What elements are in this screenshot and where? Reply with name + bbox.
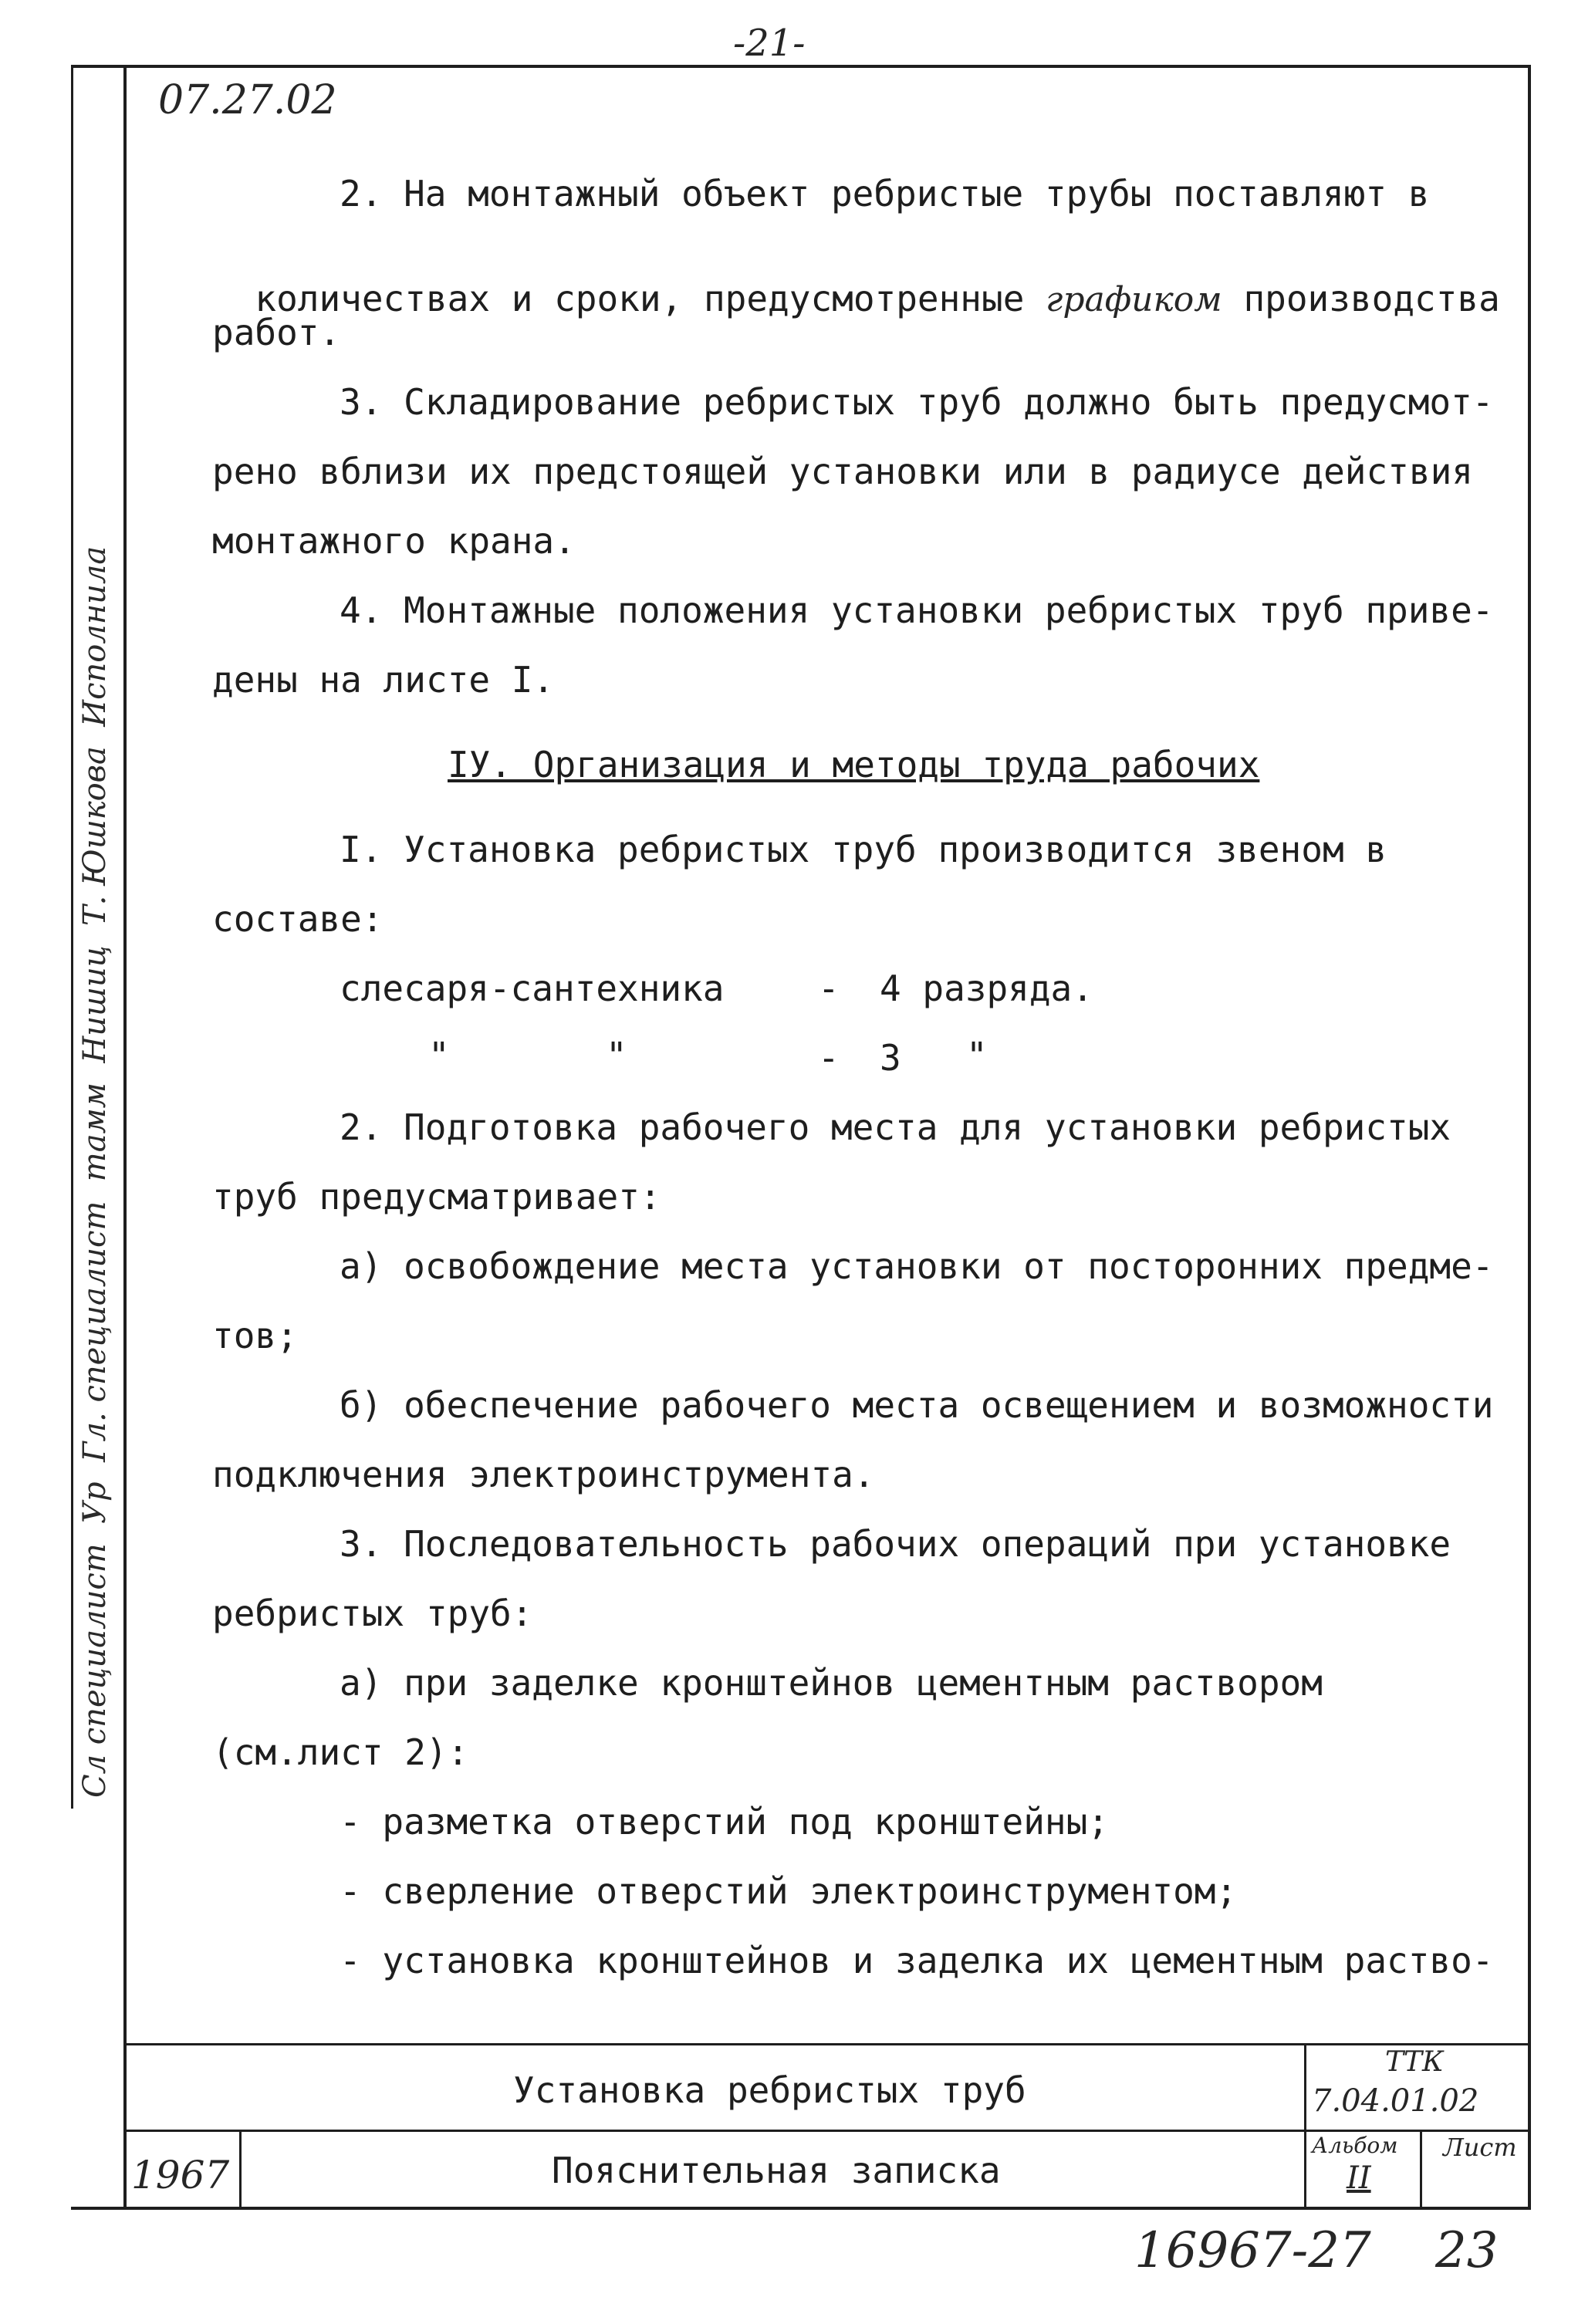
titleblock-top [123,2043,1529,2045]
titleblock-vsep2 [1420,2130,1422,2208]
paragraph-4-line-2: дены на листе I. [212,659,555,701]
doc-code: 07.27.02 [158,77,337,123]
paragraph-3-line-1: 3. Складирование ребристых труб должно быть предусмот- [340,381,1494,423]
margin-divider [71,65,73,1809]
paragraph-2-line-1: 2. На монтажный объект ребристые трубы поставляют в [340,173,1430,214]
footer-archive-number: 16967-27 [1134,2222,1371,2279]
section-3a-line-1: а) при заделке кронштейнов цементным раствором [340,1662,1323,1704]
section-2b-line-2: подключения электроинструмента. [212,1454,875,1495]
titleblock-title: Установка ребристых труб [513,2069,1026,2111]
bullet-2: - сверление отверстий электроинструментом; [340,1870,1238,1912]
titleblock-subtitle: Пояснительная записка [552,2150,1001,2191]
paragraph-2-line-2 [212,245,1500,317]
titleblock-mid [123,2130,1529,2132]
footer-page-number: 23 [1435,2222,1499,2279]
paragraph-3-line-2: рено вблизи их предстоящей установки или в радиусе действия [212,451,1473,492]
frame-bottom [71,2207,1531,2210]
section-3-line-1: 3. Последовательность рабочих операций при установке [340,1523,1451,1565]
section-2a-line-1: а) освобождение места установки от посторонних предме- [340,1245,1494,1287]
crew-row-2-ditto-2: " [606,1035,627,1076]
bullet-3: - установка кронштейнов и заделка их цементным раство- [340,1940,1494,1981]
titleblock-yearsep [239,2130,242,2208]
titleblock-vsep [1304,2043,1306,2208]
frame-top [71,65,1531,68]
crew-row-2-grade: 3 [880,1037,901,1079]
crew-row-2-ditto-1: " [428,1035,450,1076]
side-margin-signatures: Сл специалист Ур Гл. специалист тамм Нишиц Т. Юшкова Исполнила [77,546,113,1798]
paragraph-2-line-2-a: количествах и сроки, предусмотренные [255,278,1046,319]
crew-row-1-grade: 4 разряда. [880,968,1093,1009]
crew-row-2-ditto-3: " [966,1035,988,1076]
paragraph-2-line-2-b: производства [1222,278,1500,319]
section-2a-line-2: тов; [212,1315,298,1356]
section-heading: IУ. Организация и методы труда рабочих [448,744,1260,785]
crew-row-1-dash: - [818,968,840,1009]
crew-row-2-dash: - [818,1037,840,1079]
handwritten-insert: графиком [1046,280,1222,319]
page-number: -21- [733,22,806,65]
titleblock-album-label: Альбом [1312,2133,1398,2158]
titleblock-album-value: II [1347,2160,1371,2196]
section-2b-line-1: б) обеспечение рабочего места освещением и возможности [340,1384,1494,1426]
titleblock-ttk-label: ТТК [1385,2046,1444,2078]
section-1-line-1: I. Установка ребристых труб производится звеном в [340,829,1387,870]
section-2-line-1: 2. Подготовка рабочего места для установки ребристых [340,1106,1451,1148]
section-3a-line-2: (см.лист 2): [212,1731,469,1773]
titleblock-year: 1967 [131,2153,230,2197]
frame-left [123,65,127,2210]
paragraph-2-line-3: работ. [212,312,341,353]
paragraph-3-line-3: монтажного крана. [212,520,576,562]
section-3-line-2: ребристых труб: [212,1593,533,1634]
paragraph-4-line-1: 4. Монтажные положения установки ребристых труб приве- [340,589,1494,631]
section-2-line-2: труб предусматривает: [212,1176,661,1218]
section-1-line-2: составе: [212,898,384,940]
titleblock-sheet-label: Лист [1443,2133,1517,2162]
titleblock-ttk-code: 7.04.01.02 [1312,2083,1479,2119]
frame-right [1528,65,1531,2210]
crew-row-1-role: слесаря-сантехника [340,968,725,1009]
bullet-1: - разметка отверстий под кронштейны; [340,1801,1109,1843]
